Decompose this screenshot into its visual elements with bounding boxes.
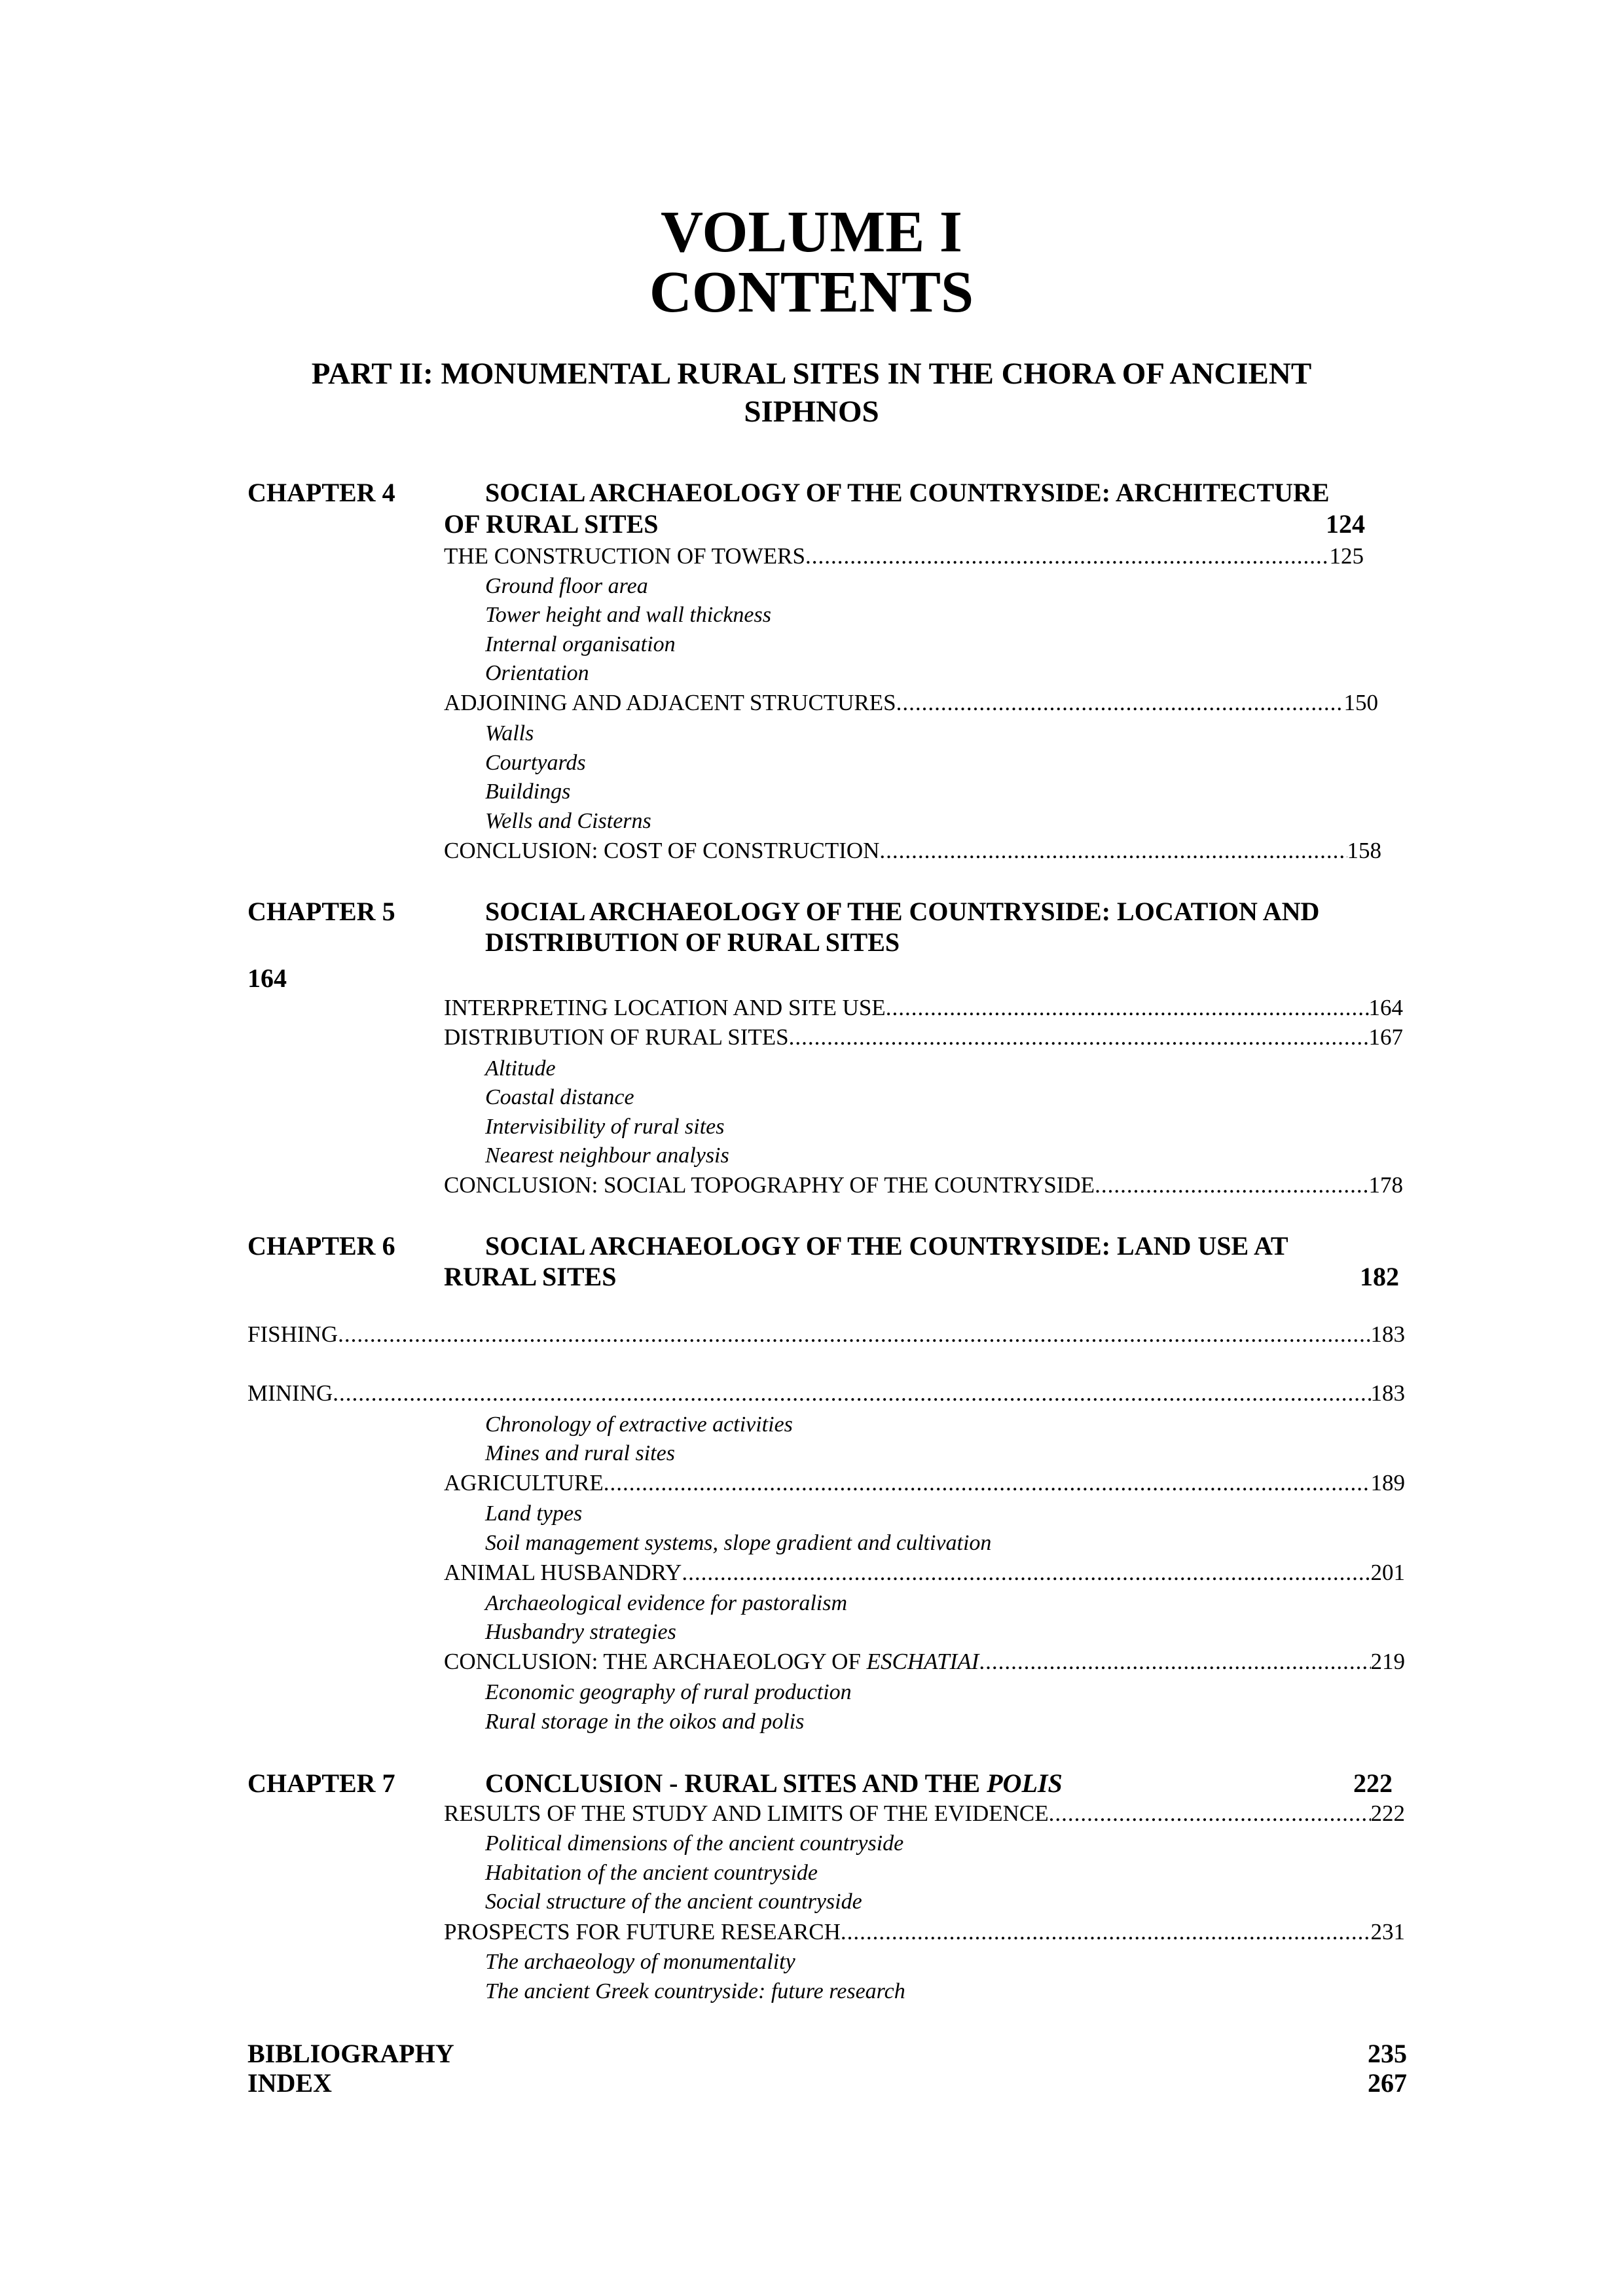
chapter-6-page: 182 bbox=[1360, 1262, 1399, 1291]
toc-entry[interactable] bbox=[444, 1650, 1405, 1673]
toc-subentry[interactable]: Walls bbox=[485, 721, 534, 745]
toc-entry[interactable] bbox=[444, 691, 1378, 714]
toc-subentry[interactable]: The archaeology of monumentality bbox=[485, 1950, 795, 1974]
toc-subentry[interactable]: Coastal distance bbox=[485, 1085, 634, 1109]
toc-subentry[interactable]: Soil management systems, slope gradient and cultivation bbox=[485, 1531, 992, 1555]
part-title-line1: PART II: MONUMENTAL RURAL SITES IN THE CHORA OF ANCIENT bbox=[311, 357, 1312, 391]
toc-subentry[interactable]: Rural storage in the oikos and polis bbox=[485, 1710, 805, 1734]
toc-entry-title: CONCLUSION: SOCIAL TOPOGRAPHY OF THE COUNTRYSIDE bbox=[444, 1172, 1095, 1198]
toc-entry-page: 219 bbox=[1370, 1649, 1405, 1674]
leader-dots bbox=[333, 1382, 1370, 1405]
toc-subentry[interactable]: Altitude bbox=[485, 1056, 556, 1081]
toc-subentry[interactable]: Buildings bbox=[485, 780, 571, 804]
toc-entry-title: RESULTS OF THE STUDY AND LIMITS OF THE EVIDENCE bbox=[444, 1801, 1049, 1826]
toc-entry-title bbox=[444, 1650, 979, 1673]
chapter-6-title-line2[interactable]: RURAL SITES bbox=[444, 1262, 617, 1291]
chapter-5-title-line1[interactable]: SOCIAL ARCHAEOLOGY OF THE COUNTRYSIDE: LOCATION AND bbox=[485, 897, 1320, 926]
leader-dots bbox=[789, 1026, 1369, 1049]
toc-entry-title: CONCLUSION: COST OF CONSTRUCTION bbox=[444, 838, 880, 863]
toc-entry-page: 158 bbox=[1347, 838, 1381, 863]
toc-entry-page: 178 bbox=[1368, 1172, 1403, 1198]
leader-dots bbox=[879, 839, 1347, 862]
toc-subentry[interactable]: Political dimensions of the ancient countryside bbox=[485, 1831, 904, 1856]
chapter-7-title[interactable] bbox=[485, 1770, 1063, 1797]
toc-subentry[interactable]: Archaeological evidence for pastoralism bbox=[485, 1591, 848, 1615]
toc-entry-page: 150 bbox=[1343, 690, 1378, 715]
chapter-5-page: 164 bbox=[247, 963, 287, 993]
toc-entry[interactable] bbox=[444, 1174, 1403, 1196]
toc-subentry[interactable]: Economic geography of rural production bbox=[485, 1680, 852, 1704]
chapter-4-title-line1[interactable]: SOCIAL ARCHAEOLOGY OF THE COUNTRYSIDE: ARCHITECTURE bbox=[485, 478, 1330, 507]
index-page: 267 bbox=[1368, 2068, 1407, 2098]
chapter-4-label: CHAPTER 4 bbox=[247, 478, 395, 507]
toc-entry-page: 231 bbox=[1370, 1919, 1405, 1945]
contents-title: CONTENTS bbox=[649, 260, 974, 325]
toc-entry-title: MINING bbox=[247, 1380, 333, 1406]
toc-entry-page: 164 bbox=[1368, 995, 1403, 1020]
toc-entry[interactable] bbox=[444, 839, 1381, 862]
leader-dots bbox=[682, 1561, 1370, 1584]
toc-entry[interactable] bbox=[247, 1323, 1405, 1346]
toc-subentry[interactable]: Internal organisation bbox=[485, 632, 676, 656]
toc-entry-title: DISTRIBUTION OF RURAL SITES bbox=[444, 1024, 789, 1050]
chapter-4-page: 124 bbox=[1326, 509, 1365, 539]
toc-subentry[interactable]: Social structure of the ancient countryside bbox=[485, 1890, 862, 1914]
toc-entry-title: INTERPRETING LOCATION AND SITE USE bbox=[444, 995, 886, 1020]
toc-subentry[interactable]: Orientation bbox=[485, 661, 589, 685]
toc-subentry[interactable]: Chronology of extractive activities bbox=[485, 1412, 793, 1437]
toc-entry-title: AGRICULTURE bbox=[444, 1470, 604, 1496]
toc-subentry[interactable]: Tower height and wall thickness bbox=[485, 603, 771, 627]
toc-entry[interactable] bbox=[247, 1382, 1405, 1405]
chapter-6-label: CHAPTER 6 bbox=[247, 1231, 395, 1261]
chapter-5-title-line2[interactable]: DISTRIBUTION OF RURAL SITES bbox=[485, 927, 900, 957]
toc-subentry[interactable]: Land types bbox=[485, 1501, 583, 1526]
toc-entry-title: ADJOINING AND ADJACENT STRUCTURES bbox=[444, 690, 896, 715]
toc-entry-title: PROSPECTS FOR FUTURE RESEARCH bbox=[444, 1919, 841, 1945]
toc-subentry[interactable]: Courtyards bbox=[485, 751, 586, 775]
toc-subentry[interactable]: Wells and Cisterns bbox=[485, 809, 651, 833]
bibliography-page: 235 bbox=[1368, 2039, 1407, 2068]
toc-entry-title-italic: ESCHATIAI bbox=[866, 1649, 979, 1674]
chapter-6-title-line1[interactable]: SOCIAL ARCHAEOLOGY OF THE COUNTRYSIDE: LAND USE AT bbox=[485, 1231, 1288, 1261]
volume-title: VOLUME I bbox=[661, 200, 962, 264]
leader-dots bbox=[1095, 1174, 1368, 1196]
toc-subentry[interactable]: Mines and rural sites bbox=[485, 1441, 675, 1465]
chapter-7-label: CHAPTER 7 bbox=[247, 1768, 395, 1798]
chapter-7-page: 222 bbox=[1353, 1768, 1393, 1798]
part-title-line2: SIPHNOS bbox=[744, 395, 879, 429]
chapter-7-title-italic: POLIS bbox=[987, 1768, 1063, 1798]
chapter-5-label: CHAPTER 5 bbox=[247, 897, 395, 926]
leader-dots bbox=[604, 1471, 1371, 1494]
chapter-4-title-line2[interactable]: OF RURAL SITES bbox=[444, 509, 659, 539]
toc-entry-page: 222 bbox=[1370, 1801, 1405, 1826]
toc-entry[interactable] bbox=[444, 1802, 1405, 1825]
toc-entry[interactable] bbox=[444, 996, 1403, 1019]
toc-subentry[interactable]: Ground floor area bbox=[485, 574, 648, 598]
toc-subentry[interactable]: Intervisibility of rural sites bbox=[485, 1115, 725, 1139]
leader-dots bbox=[1049, 1802, 1371, 1825]
toc-entry-title: THE CONSTRUCTION OF TOWERS bbox=[444, 543, 805, 569]
toc-entry[interactable] bbox=[444, 545, 1364, 567]
toc-subentry[interactable]: The ancient Greek countryside: future research bbox=[485, 1979, 905, 2003]
leader-dots bbox=[886, 996, 1369, 1019]
toc-entry-page: 183 bbox=[1370, 1380, 1405, 1406]
leader-dots bbox=[338, 1323, 1370, 1346]
bibliography-label[interactable]: BIBLIOGRAPHY bbox=[247, 2039, 454, 2068]
toc-subentry[interactable]: Husbandry strategies bbox=[485, 1620, 676, 1644]
index-label[interactable]: INDEX bbox=[247, 2068, 332, 2098]
toc-entry-title: ANIMAL HUSBANDRY bbox=[444, 1560, 682, 1585]
leader-dots bbox=[979, 1650, 1370, 1673]
toc-entry-title-text: CONCLUSION: THE ARCHAEOLOGY OF bbox=[444, 1649, 867, 1674]
toc-entry[interactable] bbox=[444, 1471, 1405, 1494]
toc-entry[interactable] bbox=[444, 1026, 1403, 1049]
toc-entry[interactable] bbox=[444, 1920, 1405, 1943]
toc-subentry[interactable]: Nearest neighbour analysis bbox=[485, 1143, 729, 1168]
toc-entry-page: 125 bbox=[1329, 543, 1364, 569]
leader-dots bbox=[841, 1920, 1371, 1943]
toc-entry-page: 183 bbox=[1370, 1321, 1405, 1347]
toc-entry-page: 201 bbox=[1370, 1560, 1405, 1585]
toc-entry-title: FISHING bbox=[247, 1321, 338, 1347]
toc-entry-page: 189 bbox=[1370, 1470, 1405, 1496]
toc-entry[interactable] bbox=[444, 1561, 1405, 1584]
leader-dots bbox=[805, 545, 1330, 567]
leader-dots bbox=[896, 691, 1344, 714]
toc-subentry[interactable]: Habitation of the ancient countryside bbox=[485, 1861, 818, 1885]
chapter-7-title-text: CONCLUSION - RURAL SITES AND THE bbox=[485, 1768, 987, 1798]
toc-entry-page: 167 bbox=[1368, 1024, 1403, 1050]
